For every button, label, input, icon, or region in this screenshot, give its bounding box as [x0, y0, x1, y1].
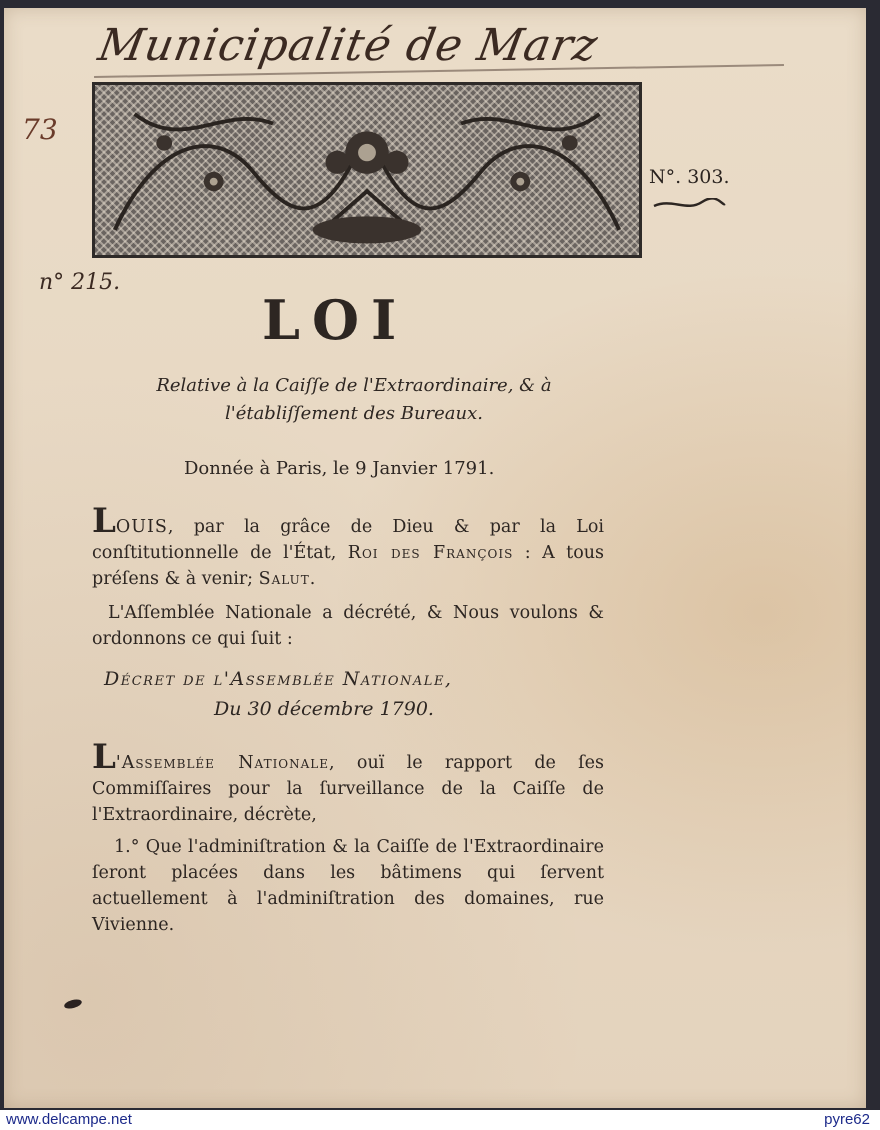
given-date: Donnée à Paris, le 9 Janvier 1791. [184, 458, 495, 479]
salut: Salut. [258, 569, 317, 589]
drop-cap: L [92, 501, 116, 541]
decree-paragraph [92, 737, 604, 828]
handwritten-number: n° 215. [39, 270, 121, 295]
swash-icon [652, 198, 727, 210]
engraved-ornament-header [92, 82, 642, 258]
assembly-paragraph: L'Aſſemblée Nationale a décrété, & Nous voulons & ordonnons ce qui ſuit : [92, 603, 604, 649]
article-1: 1.° Que l'adminiſtration & la Caiſſe de l'Extraordinaire ſeront placées dans les bâtimens qui ſervent actuellement à l'adminiſtration des domaines, rue Vivienne. [92, 837, 604, 935]
proclamation-paragraph [92, 501, 605, 592]
assembly-name: 'Assemblée Nationale [115, 753, 330, 773]
paragraph-text: , ouï le rapport de ſes Commiſſaires pour la ſurveillance de la Caiſſe de l'Extraordinaire, décrète, [92, 753, 604, 825]
king-title: Roi des François [347, 543, 514, 563]
document-page [4, 8, 866, 1108]
handwritten-municipality: Municipalité de Marz [94, 20, 602, 71]
drop-cap: L [92, 737, 116, 777]
ink-stain [63, 998, 82, 1010]
decree-heading: Décret de l'Assemblée Nationale, [104, 668, 453, 690]
subtitle: Relative à la Caiſſe de l'Extraordinaire, & à l'établiſſement des Bureaux. [156, 375, 552, 424]
document-number: N°. 303. [649, 166, 730, 188]
watermark-footer [0, 1110, 880, 1130]
watermark-site: www.delcampe.net [6, 1111, 132, 1128]
page-title: LOI [262, 288, 409, 352]
king-name: OUIS [115, 517, 168, 537]
handwritten-mark: 73 [22, 113, 58, 146]
paragraph-text: , par la grâce de Dieu & par la Loi conſtitutionnelle de l'État, [92, 517, 604, 563]
ornament-flourish-icon [95, 85, 639, 255]
watermark-seller: pyre62 [824, 1111, 870, 1128]
decree-date: Du 30 décembre 1790. [214, 698, 434, 720]
paragraph-text: : A tous préſens & à venir; [92, 543, 605, 589]
